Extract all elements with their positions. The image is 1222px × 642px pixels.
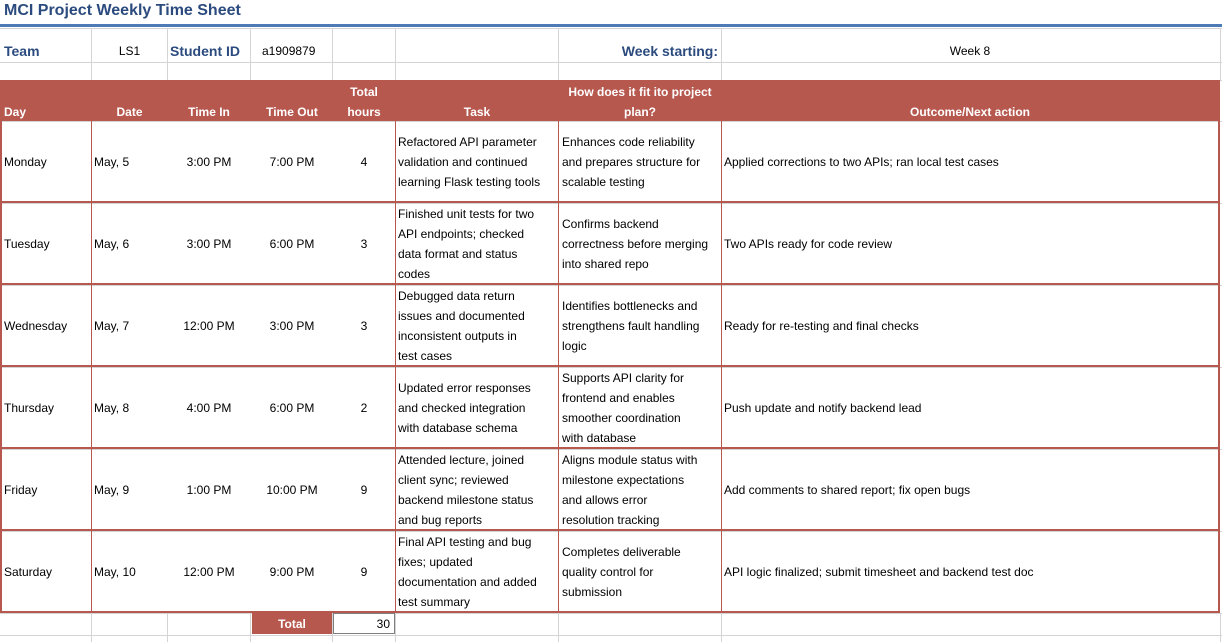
cell-date[interactable]: May, 9 <box>94 483 130 497</box>
cell-task-line: backend milestone status <box>398 493 534 507</box>
cell-outcome[interactable]: Two APIs ready for code review <box>724 237 893 251</box>
cell-time-in[interactable]: 3:00 PM <box>186 155 232 169</box>
cell-time-in[interactable]: 1:00 PM <box>186 483 232 497</box>
cell-time-out[interactable]: 3:00 PM <box>269 319 315 333</box>
cell-time-out[interactable]: 10:00 PM <box>266 483 318 497</box>
column-separator <box>558 367 559 449</box>
cell-time-in[interactable]: 4:00 PM <box>186 401 232 415</box>
cell-fit-line: scalable testing <box>562 175 645 189</box>
cell-task-line: and bug reports <box>398 513 483 527</box>
cell-fit[interactable] <box>562 532 720 612</box>
cell-fit-lines <box>562 296 699 356</box>
cell-time-in[interactable]: 12:00 PM <box>183 319 235 333</box>
cell-fit-line: logic <box>562 339 587 353</box>
cell-day[interactable]: Tuesday <box>4 237 50 251</box>
cell-fit-line: milestone expectations <box>562 473 685 487</box>
cell-task-line: documentation and added <box>398 575 537 589</box>
cell-task[interactable] <box>398 450 556 530</box>
cell-task-line: Updated error responses <box>398 381 531 395</box>
cell-task-line: test cases <box>398 349 453 363</box>
cell-time-in[interactable]: 12:00 PM <box>183 565 235 579</box>
cell-time-out[interactable]: 9:00 PM <box>269 565 315 579</box>
cell-task-line: test summary <box>398 595 471 609</box>
cell-hours[interactable]: 4 <box>360 155 368 169</box>
cell-task-line: and checked integration <box>398 401 526 415</box>
cell-fit-line: quality control for <box>562 565 654 579</box>
cell-fit[interactable] <box>562 286 720 366</box>
cell-fit[interactable] <box>562 204 720 284</box>
cell-fit-line: Supports API clarity for <box>562 371 685 385</box>
total-hours-value[interactable]: 30 <box>333 613 395 634</box>
cell-time-out[interactable]: 6:00 PM <box>269 401 315 415</box>
cell-hours[interactable]: 3 <box>360 237 368 251</box>
cell-task-line: Attended lecture, joined <box>398 453 525 467</box>
cell-fit-line: into shared repo <box>562 257 649 271</box>
title-rule <box>0 24 1222 27</box>
header-fit-line2: plan? <box>624 105 656 119</box>
cell-task-line: learning Flask testing tools <box>398 175 541 189</box>
cell-fit-line: strengthens fault handling <box>562 319 700 333</box>
cell-task-line: client sync; reviewed <box>398 473 509 487</box>
column-separator <box>558 531 559 613</box>
cell-time-out[interactable]: 7:00 PM <box>269 155 315 169</box>
cell-task[interactable] <box>398 122 556 202</box>
header-time-in: Time In <box>188 105 230 119</box>
student-id-value[interactable]: a1909879 <box>262 44 316 58</box>
cell-date[interactable]: May, 7 <box>94 319 130 333</box>
header-outcome: Outcome/Next action <box>909 105 1031 119</box>
cell-day[interactable]: Friday <box>4 483 38 497</box>
header-day: Day <box>4 105 27 119</box>
cell-outcome[interactable]: Add comments to shared report; fix open bugs <box>724 483 971 497</box>
column-separator <box>721 531 722 613</box>
cell-fit-lines <box>562 132 700 192</box>
cell-fit-line: Confirms backend <box>562 217 659 231</box>
column-separator <box>558 121 559 203</box>
cell-date[interactable]: May, 10 <box>94 565 136 579</box>
cell-fit[interactable] <box>562 368 720 448</box>
cell-task[interactable] <box>398 204 556 284</box>
cell-fit[interactable] <box>562 122 720 202</box>
column-separator <box>91 285 92 367</box>
column-separator <box>395 285 396 367</box>
week-starting-label: Week starting: <box>621 43 718 59</box>
cell-time-out[interactable]: 6:00 PM <box>269 237 315 251</box>
cell-fit-line: Completes deliverable <box>562 545 681 559</box>
team-label: Team <box>4 43 40 59</box>
cell-task[interactable] <box>398 286 556 366</box>
cell-task-line: inconsistent outputs in <box>398 329 517 343</box>
column-separator <box>721 367 722 449</box>
cell-day[interactable]: Wednesday <box>4 319 68 333</box>
cell-date[interactable]: May, 6 <box>94 237 130 251</box>
cell-fit-line: and prepares structure for <box>562 155 701 169</box>
column-separator <box>721 449 722 531</box>
cell-fit-lines <box>562 542 681 602</box>
cell-task-line: issues and documented <box>398 309 525 323</box>
column-separator <box>721 121 722 203</box>
column-separator <box>91 367 92 449</box>
cell-fit-line: with database <box>562 431 637 445</box>
cell-date[interactable]: May, 5 <box>94 155 130 169</box>
cell-fit-lines <box>562 368 684 448</box>
header-hours: hours <box>347 105 381 119</box>
cell-outcome[interactable]: Push update and notify backend lead <box>724 401 922 415</box>
column-separator <box>395 121 396 203</box>
cell-fit-lines <box>562 450 697 530</box>
column-separator <box>558 203 559 285</box>
cell-task-line: Refactored API parameter <box>398 135 537 149</box>
column-separator <box>721 203 722 285</box>
column-separator <box>558 285 559 367</box>
cell-fit-line: resolution tracking <box>562 513 660 527</box>
cell-outcome[interactable]: Ready for re-testing and final checks <box>724 319 919 333</box>
cell-task-lines <box>398 286 525 366</box>
cell-fit-line: Aligns module status with <box>562 453 698 467</box>
header-date: Date <box>116 105 143 119</box>
cell-task-line: Final API testing and bug <box>398 535 532 549</box>
cell-outcome[interactable]: Applied corrections to two APIs; ran local test cases <box>724 155 999 169</box>
header-total: Total <box>350 85 378 99</box>
cell-task-line: Finished unit tests for two <box>398 207 535 221</box>
cell-task-line: Debugged data return <box>398 289 515 303</box>
cell-task-lines <box>398 532 537 612</box>
cell-fit-line: smoother coordination <box>562 411 681 425</box>
cell-task-line: data format and status <box>398 247 518 261</box>
total-label: Total <box>252 613 332 634</box>
column-separator <box>91 203 92 285</box>
cell-outcome[interactable]: API logic finalized; submit timesheet and backend test doc <box>724 565 1034 579</box>
cell-task-line: validation and continued <box>398 155 528 169</box>
cell-date[interactable]: May, 8 <box>94 401 130 415</box>
cell-fit-line: frontend and enables <box>562 391 675 405</box>
cell-task-lines <box>398 378 531 438</box>
cell-task-lines <box>398 204 534 284</box>
cell-task-line: with database schema <box>398 421 518 435</box>
column-separator <box>91 121 92 203</box>
week-value[interactable]: Week 8 <box>949 44 991 58</box>
column-separator <box>91 531 92 613</box>
header-time-out: Time Out <box>266 105 318 119</box>
column-separator <box>395 449 396 531</box>
cell-fit-line: submission <box>562 585 623 599</box>
cell-fit-lines <box>562 214 708 274</box>
cell-fit[interactable] <box>562 450 720 530</box>
cell-hours[interactable]: 3 <box>360 319 368 333</box>
cell-hours[interactable]: 2 <box>360 401 368 415</box>
column-separator <box>395 203 396 285</box>
column-separator <box>395 531 396 613</box>
cell-fit-line: and allows error <box>562 493 648 507</box>
cell-hours[interactable]: 9 <box>360 565 368 579</box>
cell-task-lines <box>398 450 533 530</box>
cell-day[interactable]: Thursday <box>4 401 55 415</box>
team-value[interactable]: LS1 <box>118 44 141 58</box>
cell-time-in[interactable]: 3:00 PM <box>186 237 232 251</box>
column-separator <box>721 285 722 367</box>
header-task: Task <box>463 105 491 119</box>
sheet-title: MCI Project Weekly Time Sheet <box>4 2 241 19</box>
cell-day[interactable]: Saturday <box>4 565 53 579</box>
cell-task[interactable] <box>398 368 556 448</box>
cell-task[interactable] <box>398 532 556 612</box>
student-id-label: Student ID <box>170 43 240 59</box>
cell-fit-line: correctness before merging <box>562 237 709 251</box>
cell-task-line: fixes; updated <box>398 555 473 569</box>
cell-task-line: API endpoints; checked <box>398 227 525 241</box>
cell-fit-line: Identifies bottlenecks and <box>562 299 698 313</box>
column-separator <box>395 367 396 449</box>
header-fit-line1: How does it fit ito project <box>568 85 712 99</box>
column-separator <box>558 449 559 531</box>
cell-day[interactable]: Monday <box>4 155 47 169</box>
cell-fit-line: Enhances code reliability <box>562 135 695 149</box>
cell-task-line: codes <box>398 267 431 281</box>
cell-task-lines <box>398 132 540 192</box>
cell-hours[interactable]: 9 <box>360 483 368 497</box>
column-separator <box>91 449 92 531</box>
